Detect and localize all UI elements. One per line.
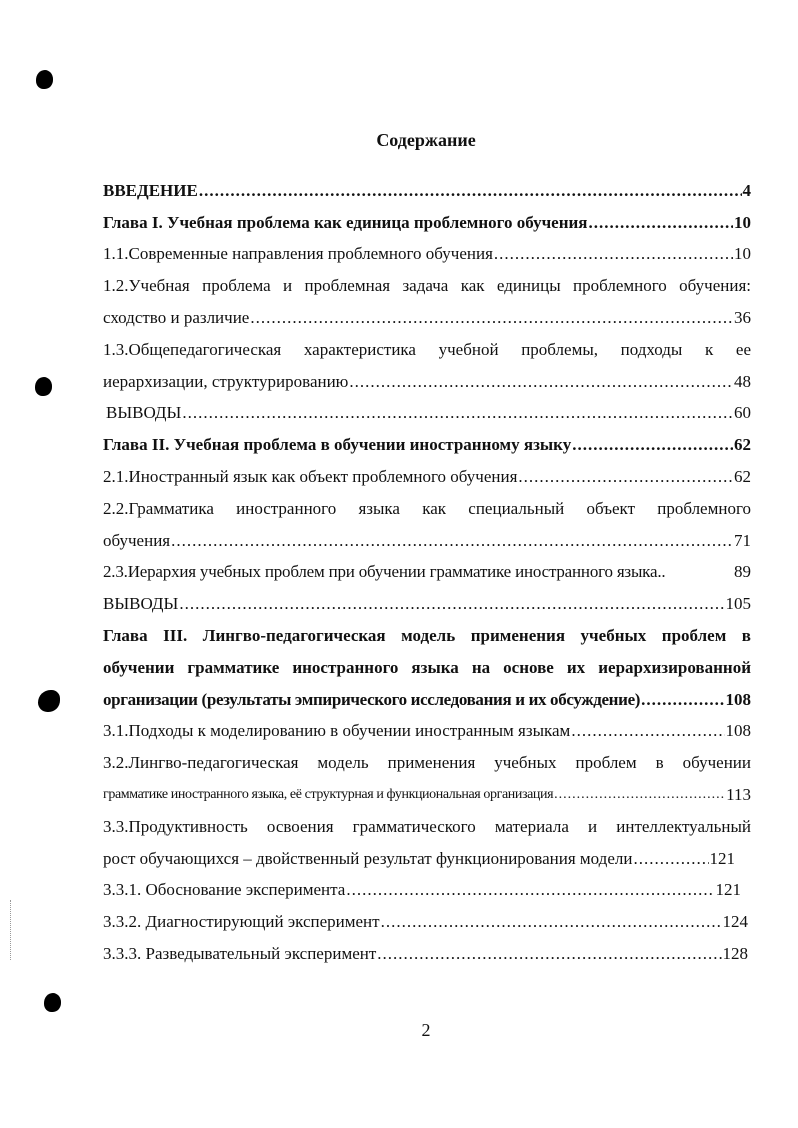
toc-entry-chapter-2 (103, 429, 751, 461)
toc-entry-3-3-line1: 3.3.Продуктивность освоения грамматического материала и интеллектуальный (103, 816, 751, 836)
toc-entry-text: грамматике иностранного языка, её структурная и функциональная организация (103, 787, 554, 803)
toc-entry-page: 71 (734, 530, 751, 550)
toc-entry-text: рост обучающихся – двойственный результат функционирования модели (103, 848, 633, 868)
toc-entry-3-1 (103, 716, 751, 748)
toc-entry-3-3-3 (103, 938, 751, 970)
toc-entry-chapter-3-line2: обучении грамматике иностранного языка на основе их иерархизированной (103, 657, 751, 677)
page-number: 2 (421, 1020, 431, 1040)
toc-entry-conclusions-1 (103, 398, 751, 430)
toc-entry-page: 108 (725, 689, 751, 709)
toc-entry-page: 128 (722, 944, 748, 964)
toc-entry-text: сходство и различие (103, 308, 250, 328)
toc-entry-chapter-3 (103, 684, 751, 716)
toc-entry-page: 62 (734, 467, 751, 487)
toc-entry-3-3-2 (103, 906, 751, 938)
toc-entry-text: 1.1.Современные направления проблемного обучения (103, 244, 493, 264)
toc-entry-text: Глава II. Учебная проблема в обучении иностранному языку (103, 435, 572, 455)
toc-entry-page: 105 (725, 594, 751, 614)
toc-entry-page: 10 (734, 244, 751, 264)
toc-entry-1-3 (103, 366, 751, 398)
punch-hole-mark (36, 70, 53, 89)
toc-entry-2-2 (103, 525, 751, 557)
toc-entry-text: 3.3.3. Разведывательный эксперимент (103, 944, 377, 964)
toc-entry-text: иерархизации, структурированию (103, 371, 349, 391)
toc-entry-page: 108 (725, 721, 751, 741)
toc-entry-page: 48 (734, 371, 751, 391)
toc-entry-page: 62 (734, 435, 751, 455)
toc-entry-1-1 (103, 239, 751, 271)
toc-entry-2-3 (103, 557, 751, 589)
punch-hole-mark (38, 690, 60, 712)
toc-entry-text: обучения (103, 530, 171, 550)
toc-entry-2-2-line1: 2.2.Грамматика иностранного языка как специальный объект проблемного (103, 498, 751, 518)
toc-entry-1-2-line1: 1.2.Учебная проблема и проблемная задача как единицы проблемного обучения: (103, 276, 751, 296)
toc-entry-page: 60 (734, 403, 751, 423)
toc-entry-text: ВЫВОДЫ (106, 403, 182, 423)
toc-entry-3-3-1 (103, 875, 751, 907)
toc-entry-1-3-line1: 1.3.Общепедагогическая характеристика учебной проблемы, подходы к ее (103, 339, 751, 359)
toc-entry-text: 3.3.1. Обоснование эксперимента (103, 880, 346, 900)
toc-entry-page: 10 (734, 212, 751, 232)
punch-hole-mark (35, 377, 52, 396)
toc-entry-text: 2.1.Иностранный язык как объект проблемного обучения (103, 467, 518, 487)
toc-entry-page: 121 (715, 880, 741, 900)
toc-entry-conclusions-2 (103, 588, 751, 620)
toc-entry-text: 3.3.2. Диагностирующий эксперимент (103, 912, 380, 932)
toc-entry-page: 113 (726, 785, 751, 805)
toc-entry-text: 3.1.Подходы к моделированию в обучении иностранным языкам (103, 721, 571, 741)
scan-speckle (10, 900, 13, 960)
toc-entry-text: организации (результаты эмпирического исследования и их обсуждение) (103, 689, 641, 709)
toc-entry-page: 124 (722, 912, 748, 932)
toc-entry-page: 121 (709, 848, 735, 868)
toc-entry-text: Глава I. Учебная проблема как единица проблемного обучения (103, 212, 588, 232)
toc-entry-2-1 (103, 461, 751, 493)
toc-entry-page: 4 (742, 180, 751, 200)
toc-entry-chapter-1 (103, 207, 751, 239)
toc-entry-1-2 (103, 302, 751, 334)
toc-entry-3-2 (103, 779, 751, 811)
punch-hole-mark (44, 993, 61, 1012)
toc-entry-introduction (103, 175, 751, 207)
toc-entry-page: 89 (734, 562, 751, 582)
toc-entry-3-2-line1: 3.2.Лингво-педагогическая модель применения учебных проблем в обучении (103, 753, 751, 773)
table-of-contents (103, 175, 751, 970)
toc-entry-3-3 (103, 843, 751, 875)
toc-entry-page: 36 (734, 308, 751, 328)
toc-entry-chapter-3-line1: Глава III. Лингво-педагогическая модель применения учебных проблем в (103, 626, 751, 646)
toc-entry-text: 2.3.Иерархия учебных проблем при обучении грамматике иностранного языка.. (103, 562, 666, 582)
toc-entry-text: ВЫВОДЫ (103, 594, 179, 614)
page-title: Содержание (376, 130, 476, 150)
toc-entry-text: ВВЕДЕНИЕ (103, 180, 198, 200)
